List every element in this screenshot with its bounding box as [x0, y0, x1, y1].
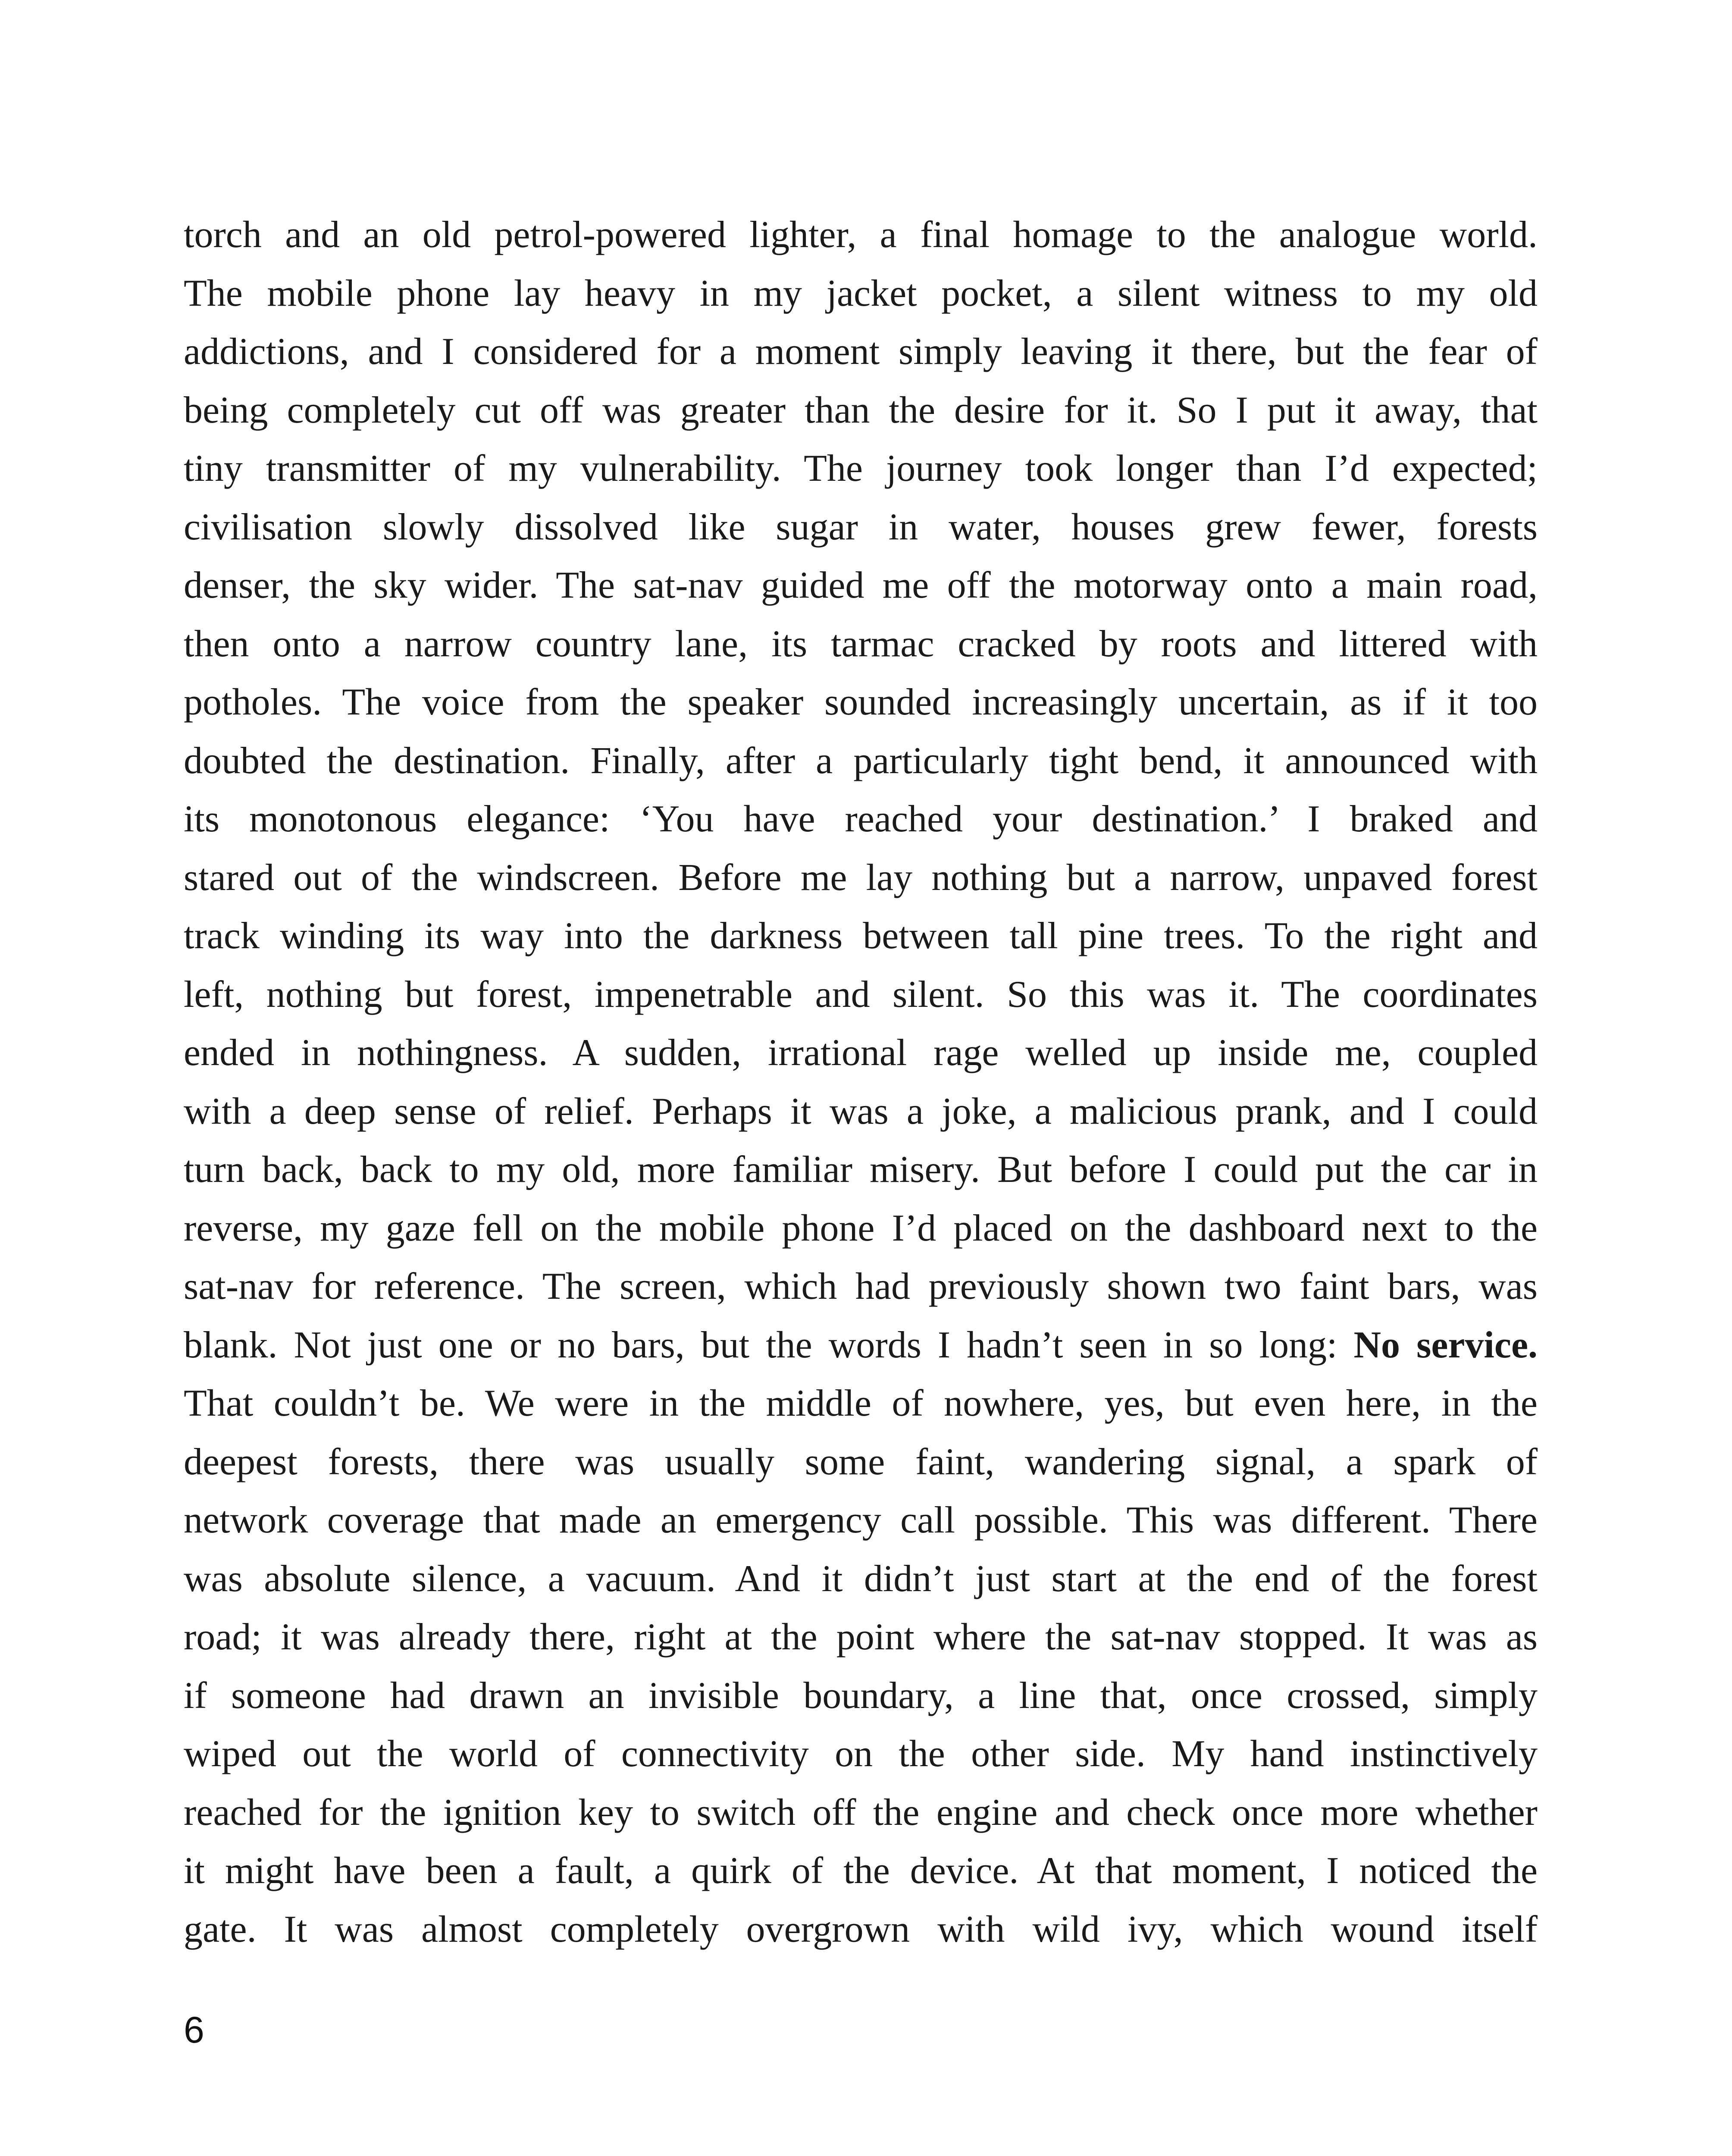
text-line-with-emphasis: [184, 1316, 1538, 1375]
text-line: civilisation slowly dissolved like sugar in water, houses grew fewer, forests: [184, 506, 1538, 548]
text-line: its monotonous elegance: ‘You have reached your destination.’ I braked and: [184, 798, 1538, 840]
text-line: gate. It was almost completely overgrown with wild ivy, which wound itself: [184, 1908, 1538, 1950]
text-line: addictions, and I considered for a moment simply leaving it there, but the fear of: [184, 331, 1538, 373]
text-line: track winding its way into the darkness between tall pine trees. To the right and: [184, 915, 1538, 957]
text-line: deepest forests, there was usually some faint, wandering signal, a spark of: [184, 1441, 1538, 1483]
text-line-start: blank. Not just one or no bars, but the words I hadn’t seen in so long:: [184, 1324, 1354, 1366]
text-line: doubted the destination. Finally, after a particularly tight bend, it announced with: [184, 740, 1538, 782]
text-line: network coverage that made an emergency call possible. This was different. There: [184, 1499, 1538, 1541]
text-line: That couldn’t be. We were in the middle of nowhere, yes, but even here, in the: [184, 1382, 1538, 1424]
text-line: with a deep sense of relief. Perhaps it was a joke, a malicious prank, and I could: [184, 1090, 1538, 1132]
text-line: sat-nav for reference. The screen, which had previously shown two faint bars, was: [184, 1266, 1538, 1307]
text-line: then onto a narrow country lane, its tarmac cracked by roots and littered with: [184, 623, 1538, 665]
text-line: tiny transmitter of my vulnerability. The journey took longer than I’d expected;: [184, 448, 1538, 489]
text-line: being completely cut off was greater than the desire for it. So I put it away, that: [184, 389, 1538, 431]
text-line: potholes. The voice from the speaker sounded increasingly uncertain, as if it too: [184, 681, 1538, 723]
text-line: stared out of the windscreen. Before me lay nothing but a narrow, unpaved forest: [184, 856, 1538, 899]
text-line: wiped out the world of connectivity on the other side. My hand instinctively: [184, 1733, 1538, 1775]
text-line: road; it was already there, right at the point where the sat-nav stopped. It was as: [184, 1616, 1538, 1658]
text-line: if someone had drawn an invisible boundary, a line that, once crossed, simply: [184, 1674, 1538, 1717]
text-line: reached for the ignition key to switch off the engine and check once more whether: [184, 1791, 1538, 1833]
text-line: denser, the sky wider. The sat-nav guided me off the motorway onto a main road,: [184, 564, 1538, 606]
text-line: reverse, my gaze fell on the mobile phone I’d placed on the dashboard next to the: [184, 1207, 1538, 1249]
text-line: ended in nothingness. A sudden, irrational rage welled up inside me, coupled: [184, 1032, 1538, 1074]
text-line: was absolute silence, a vacuum. And it didn’t just start at the end of the forest: [184, 1557, 1538, 1600]
body-text: [184, 206, 1538, 1959]
page-number: 6: [184, 2009, 204, 2051]
text-line: torch and an old petrol-powered lighter, a final homage to the analogue world.: [184, 214, 1538, 256]
no-service-emphasis: No service.: [1353, 1324, 1538, 1366]
text-line: left, nothing but forest, impenetrable and silent. So this was it. The coordinates: [184, 973, 1538, 1015]
text-line: The mobile phone lay heavy in my jacket pocket, a silent witness to my old: [184, 272, 1538, 314]
text-line: turn back, back to my old, more familiar misery. But before I could put the car in: [184, 1149, 1538, 1191]
text-line: it might have been a fault, a quirk of the device. At that moment, I noticed the: [184, 1850, 1538, 1892]
